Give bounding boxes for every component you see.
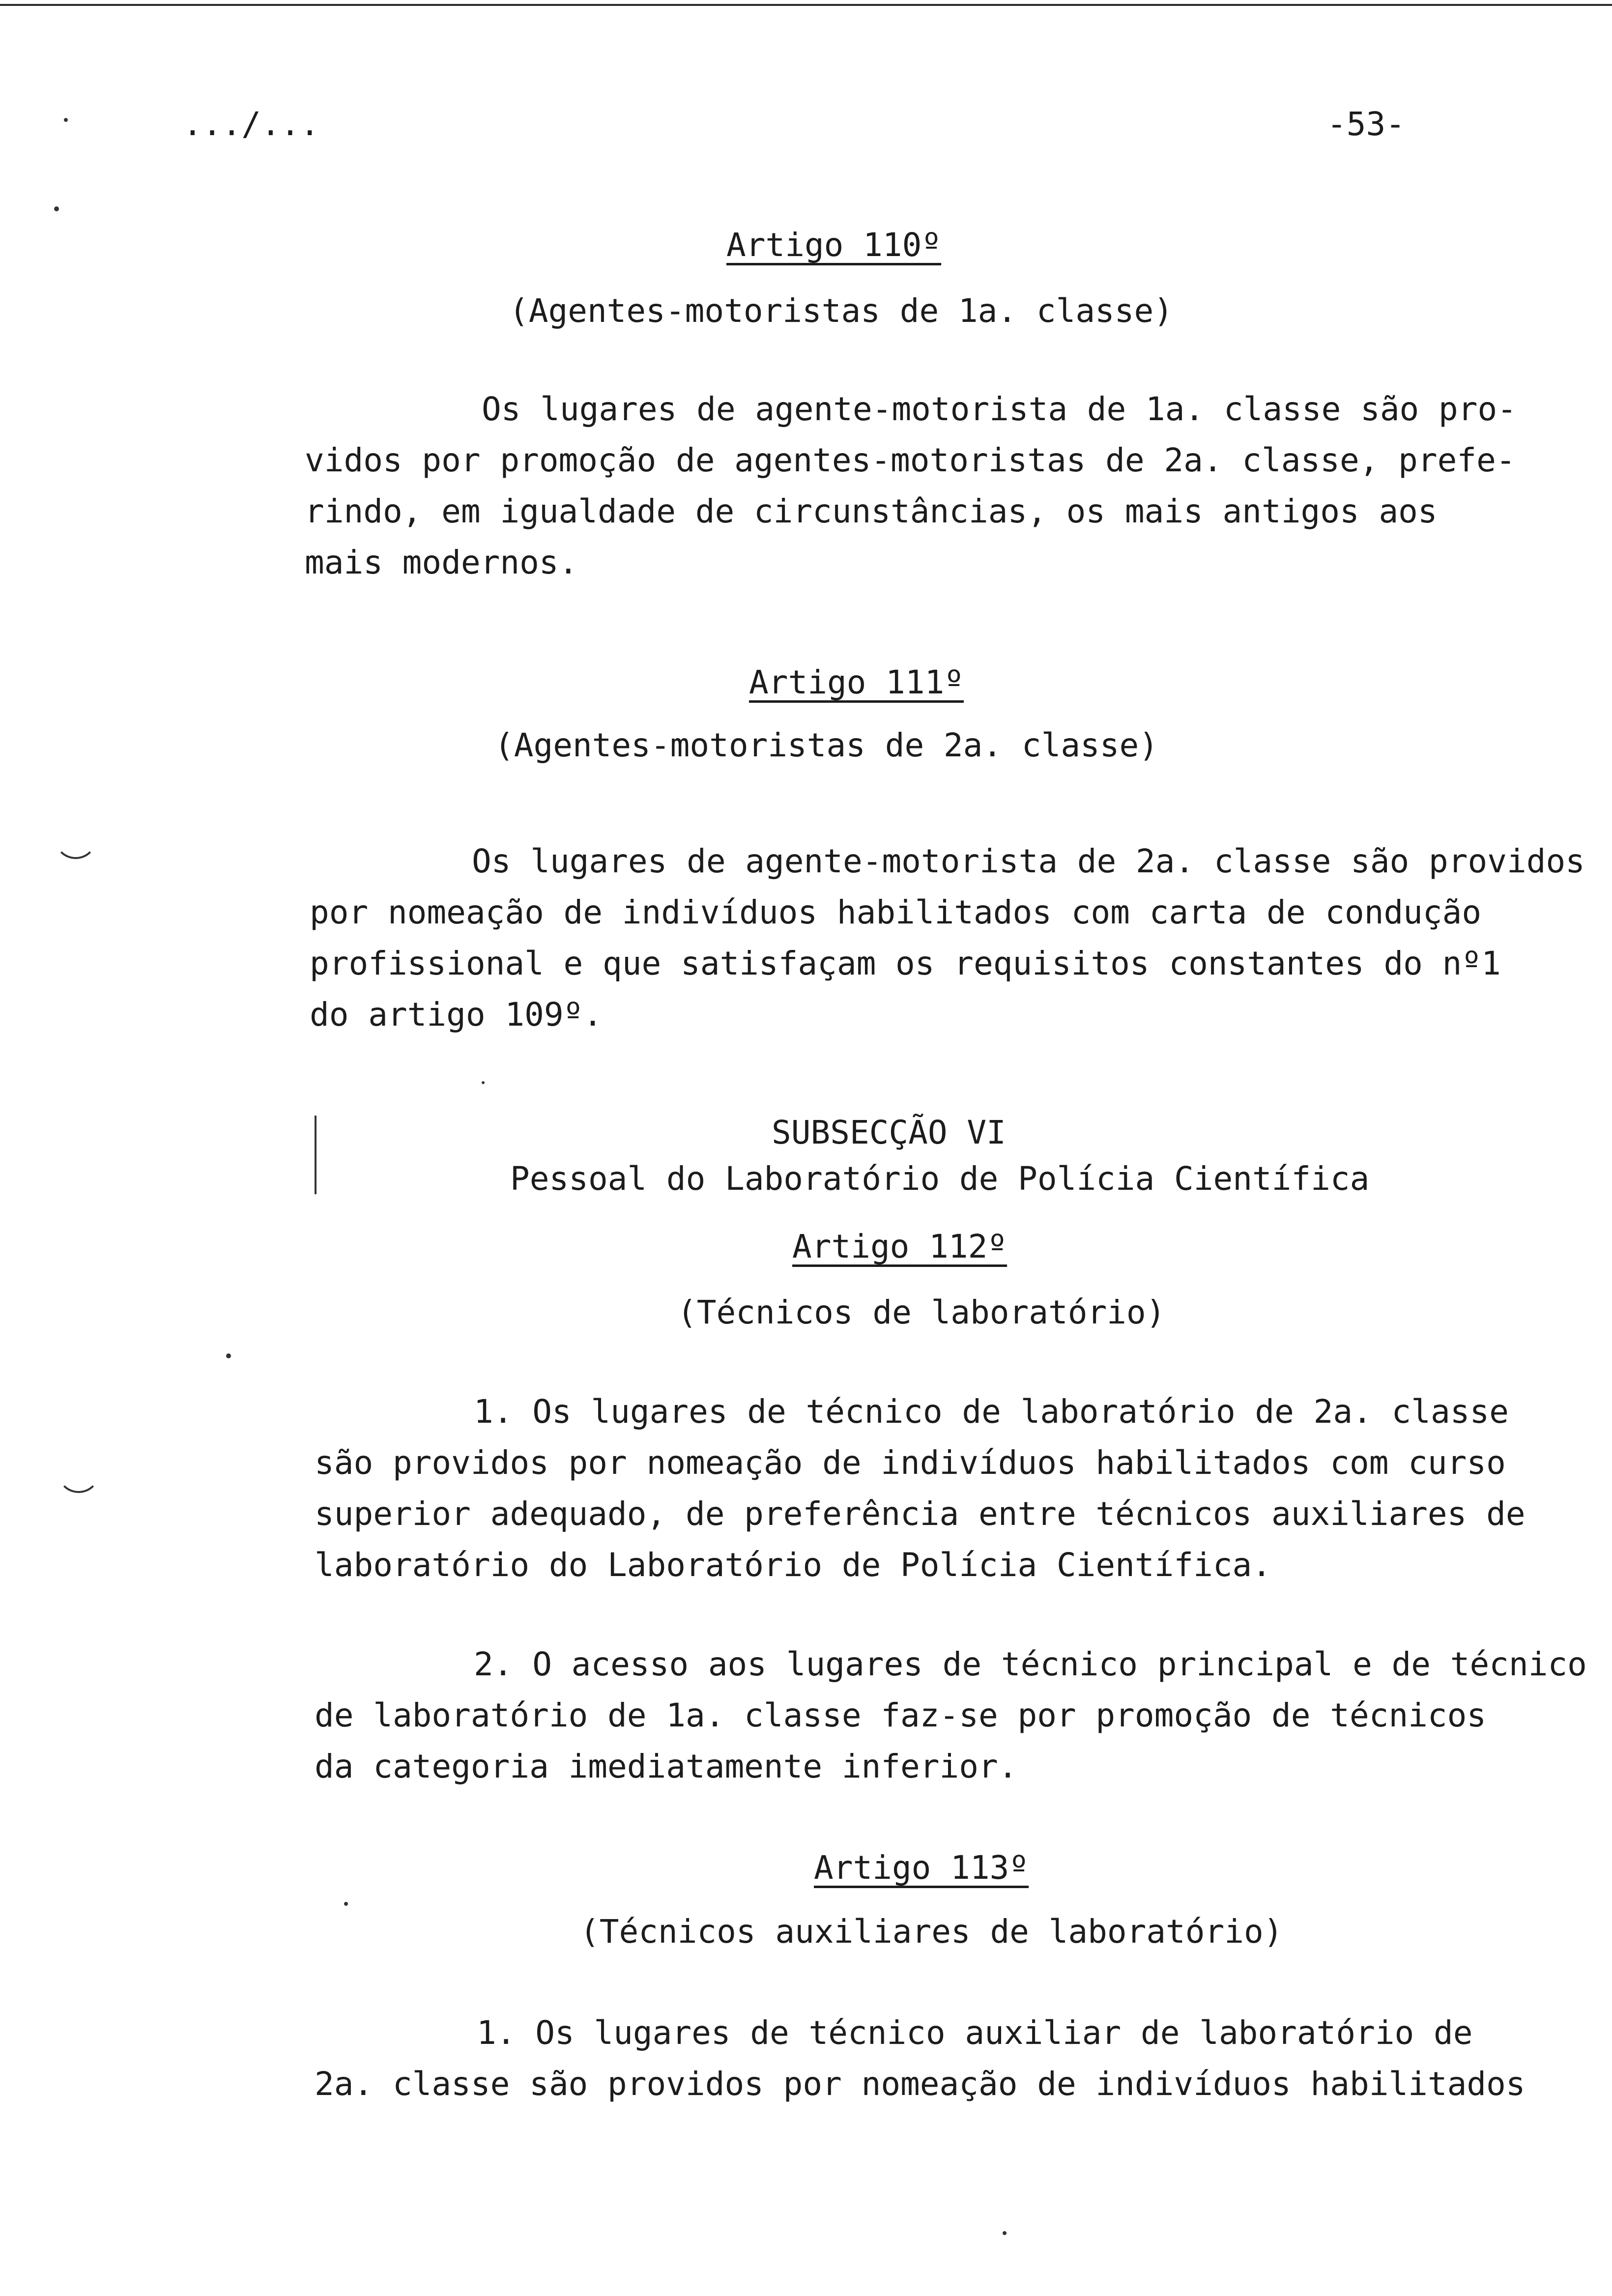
article-111-line-3: profissional e que satisfaçam os requisitos constantes do nº1 (310, 945, 1501, 982)
article-110-title: Artigo 110º (726, 226, 942, 264)
article-111-line-4: do artigo 109º. (310, 996, 603, 1033)
article-112-p2-line-2: de laboratório de 1a. classe faz-se por promoção de técnicos (315, 1696, 1487, 1734)
article-110-line-2: vidos por promoção de agentes-motoristas de 2a. classe, prefe- (305, 441, 1516, 479)
article-111-title: Artigo 111º (749, 663, 964, 701)
article-112-p1-line-2: são providos por nomeação de indivíduos habilitados com curso (315, 1444, 1506, 1482)
article-110-line-1: Os lugares de agente-motorista de 1a. classe são pro- (482, 390, 1517, 428)
article-113-subtitle: (Técnicos auxiliares de laboratório) (580, 1913, 1283, 1951)
article-112-p1-line-4: laboratório do Laboratório de Polícia Científica. (315, 1546, 1272, 1584)
article-112-p2-line-1: 2. O acesso aos lugares de técnico principal e de técnico (474, 1645, 1587, 1683)
scan-mark (315, 1116, 317, 1194)
article-112-p1-line-1: 1. Os lugares de técnico de laboratório de 2a. classe (474, 1393, 1509, 1431)
page-number: -53- (1327, 105, 1405, 143)
scan-speck (1003, 2231, 1007, 2235)
article-113-title: Artigo 113º (814, 1849, 1029, 1887)
article-111-line-1: Os lugares de agente-motorista de 2a. classe são providos (472, 842, 1585, 880)
article-112-p2-line-3: da categoria imediatamente inferior. (315, 1748, 1018, 1785)
article-113-p1-line-2: 2a. classe são providos por nomeação de indivíduos habilitados (315, 2065, 1526, 2103)
continuation-marker: .../... (183, 105, 320, 143)
scan-mark (57, 1469, 100, 1493)
article-113-p1-line-1: 1. Os lugares de técnico auxiliar de laboratório de (477, 2014, 1473, 2052)
article-111-subtitle: (Agentes-motoristas de 2a. classe) (494, 726, 1159, 764)
article-112-subtitle: (Técnicos de laboratório) (677, 1293, 1166, 1331)
scan-mark (54, 835, 97, 859)
article-110-line-3: rindo, em igualdade de circunstâncias, os mais antigos aos (305, 492, 1438, 530)
scan-speck (482, 1081, 485, 1084)
article-110-line-4: mais modernos. (305, 544, 578, 581)
subsection-title: SUBSECÇÃO VI (772, 1114, 1006, 1151)
article-112-title: Artigo 112º (792, 1228, 1008, 1265)
scan-speck (344, 1902, 348, 1906)
top-border-rule (0, 4, 1612, 6)
subsection-subtitle: Pessoal do Laboratório de Polícia Científica (510, 1160, 1370, 1198)
scan-speck (64, 118, 68, 122)
scan-speck (54, 206, 59, 211)
article-110-subtitle: (Agentes-motoristas de 1a. classe) (509, 292, 1174, 330)
article-112-p1-line-3: superior adequado, de preferência entre técnicos auxiliares de (315, 1495, 1526, 1533)
article-111-line-2: por nomeação de indivíduos habilitados com carta de condução (310, 893, 1482, 931)
scan-speck (226, 1353, 231, 1358)
